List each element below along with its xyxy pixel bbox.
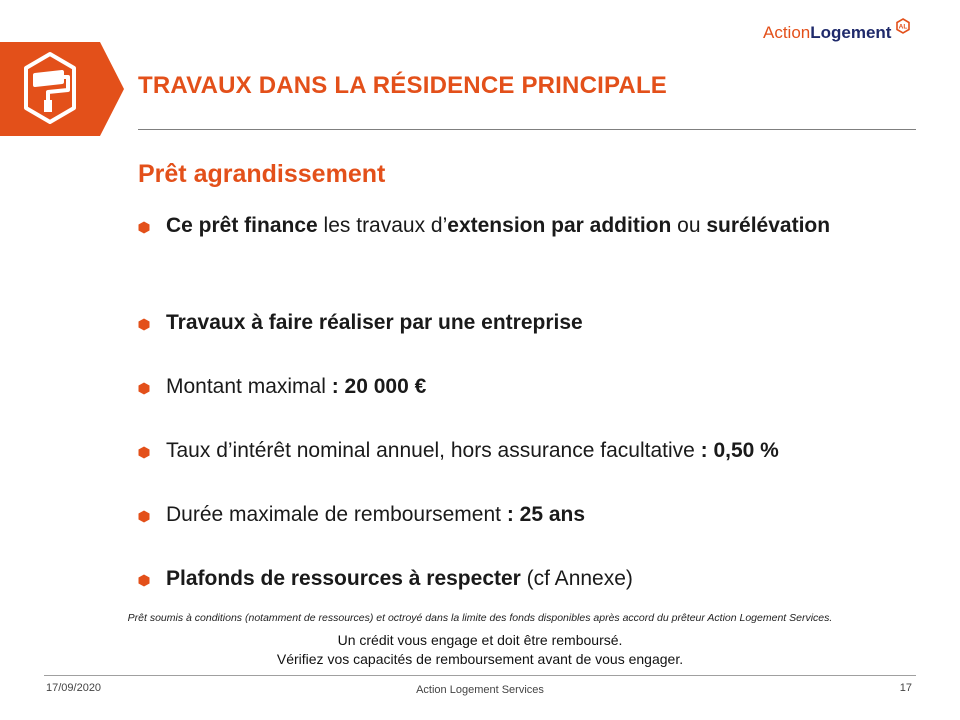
page-title: TRAVAUX DANS LA RÉSIDENCE PRINCIPALE <box>138 72 668 99</box>
bullet-segment: : 20 000 € <box>331 375 427 398</box>
bullet-text <box>166 210 906 242</box>
logo-word-action: Action <box>763 23 811 42</box>
credit-warning-line-2: Vérifiez vos capacités de remboursement avant de vous engager. <box>276 651 684 667</box>
bullet-segment: : 0,50 % <box>700 439 779 462</box>
logo-text <box>763 18 891 48</box>
hexagon-bullet-icon <box>138 221 150 234</box>
bullet-segment: (cf Annexe) <box>520 567 633 590</box>
bullet-segment: : 25 ans <box>506 503 586 526</box>
hexagon-bullet-icon <box>138 574 150 587</box>
header-banner <box>0 42 124 136</box>
bullet-segment: Ce prêt finance <box>166 214 318 237</box>
bullet-segment: surélévation <box>706 214 831 237</box>
bullet-segment: Travaux à faire réaliser par une entreprise <box>166 311 583 334</box>
logo-word-logement: Logement <box>810 23 892 42</box>
bullet-segment: ou <box>671 214 707 237</box>
bullet-text <box>166 307 906 339</box>
bullet-item <box>138 563 906 595</box>
bullet-text <box>166 499 906 531</box>
hexagon-bullet-icon <box>138 318 150 331</box>
bullet-segment: Montant maximal <box>166 375 332 398</box>
hexagon-bullet-icon <box>138 382 150 395</box>
bullet-segment: Durée maximale de remboursement <box>166 503 507 526</box>
bullet-item <box>138 210 906 242</box>
footer-company: Action Logement Services <box>416 684 544 696</box>
footer-date: 17/09/2020 <box>46 682 102 694</box>
bullet-segment: extension par addition <box>447 214 672 237</box>
badge-text: AL <box>899 23 908 31</box>
legal-disclaimer: Prêt soumis à conditions (notamment de ressources) et octroyé dans la limite des fonds disponibles après accord du prêteur Action Logement Services. <box>127 612 833 624</box>
bullet-text <box>166 563 906 595</box>
page-number: 17 <box>899 682 912 694</box>
bullet-segment: Plafonds de ressources à respecter <box>166 567 521 590</box>
bullet-text <box>166 371 906 403</box>
bullet-segment: les travaux d’ <box>317 214 448 237</box>
action-logement-logo <box>763 18 911 48</box>
al-badge-icon <box>895 18 911 34</box>
bullet-item <box>138 435 906 467</box>
bullet-item <box>138 307 906 339</box>
hexagon-bullet-icon <box>138 510 150 523</box>
credit-warning <box>0 631 960 669</box>
footer-divider <box>44 675 916 676</box>
credit-warning-line-1: Un crédit vous engage et doit être remboursé. <box>337 632 623 648</box>
bullet-item <box>138 499 906 531</box>
section-subtitle: Prêt agrandissement <box>138 160 386 188</box>
hexagon-bullet-icon <box>138 446 150 459</box>
bullet-segment: Taux d’intérêt nominal annuel, hors assurance facultative <box>166 439 701 462</box>
title-divider <box>138 129 916 130</box>
bullet-item <box>138 371 906 403</box>
bullet-text <box>166 435 906 467</box>
